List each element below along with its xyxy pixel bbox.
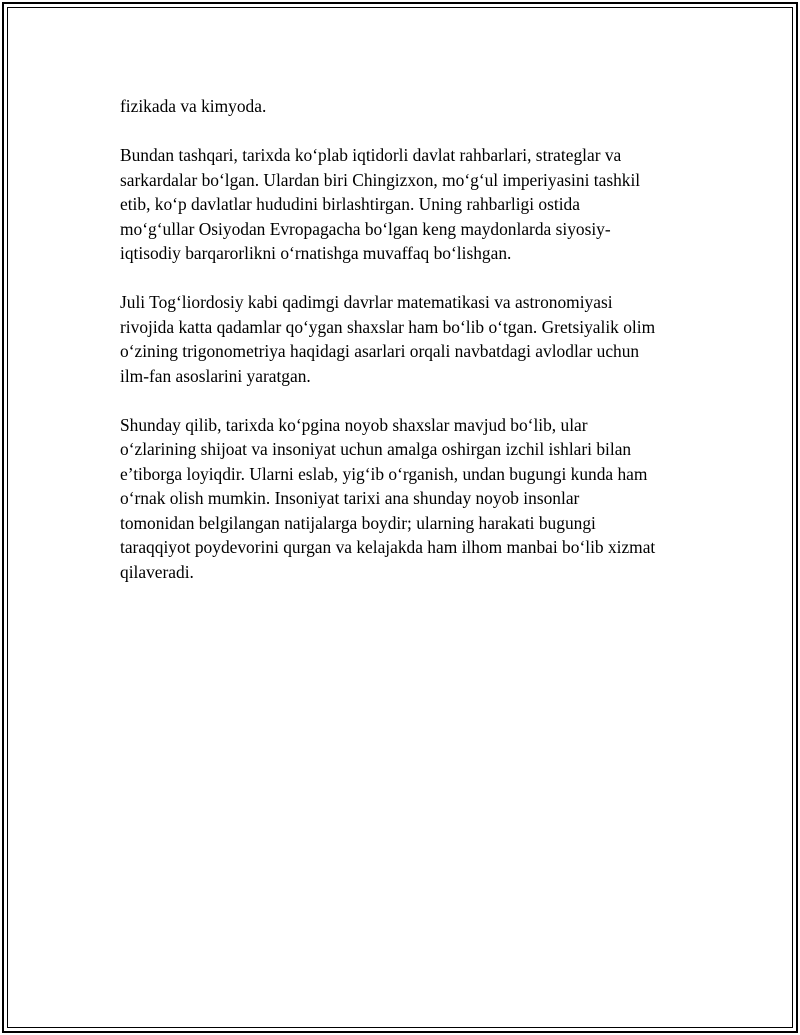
document-body [120,94,700,609]
paragraph-1: fizikada va kimyoda. [120,96,267,116]
paragraph-4: Shunday qilib, tarixda ko‘pgina noyob shaxslar mavjud bo‘lib, ular o‘zlarining shijoat va insoniyat uchun amalga oshirgan izchil ishlari bilan e’tiborga loyiqdir. Ularni eslab, yig‘ib o‘rganish, undan bugungi kunda ham o‘rnak olish mumkin. Insoniyat tarixi ana shunday noyob insonlar tomonidan belgilangan natijalarga boydir; ularning harakati bugungi taraqqiyot poydevorini qurgan va kelajakda ham ilhom manbai bo‘lib xizmat qilaveradi. [120,414,656,582]
paragraph-2: Bundan tashqari, tarixda ko‘plab iqtidorli davlat rahbarlari, strateglar va sarkardalar bo‘lgan. Ulardan biri Chingizxon, mo‘g‘ul imperiyasini tashkil etib, ko‘p davlatlar hududini birlashtirgan. Uning rahbarligi ostida mo‘g‘ullar Osiyodan Evropagacha bo‘lgan keng maydonlarda siyosiy- iqtisodiy barqarorlikni o‘rnatishga muvaffaq bo‘lishgan. [120,145,641,263]
document-page [2,2,798,1033]
paragraph-3: Juli Tog‘liordosiy kabi qadimgi davrlar matematikasi va astronomiyasi rivojida katta qadamlar qo‘ygan shaxslar ham bo‘lib o‘tgan. Gretsiyalik olim o‘zining trigonometriya haqidagi asarlari orqali navbatdagi avlodlar uchun ilm-fan asoslarini yaratgan. [120,292,656,386]
